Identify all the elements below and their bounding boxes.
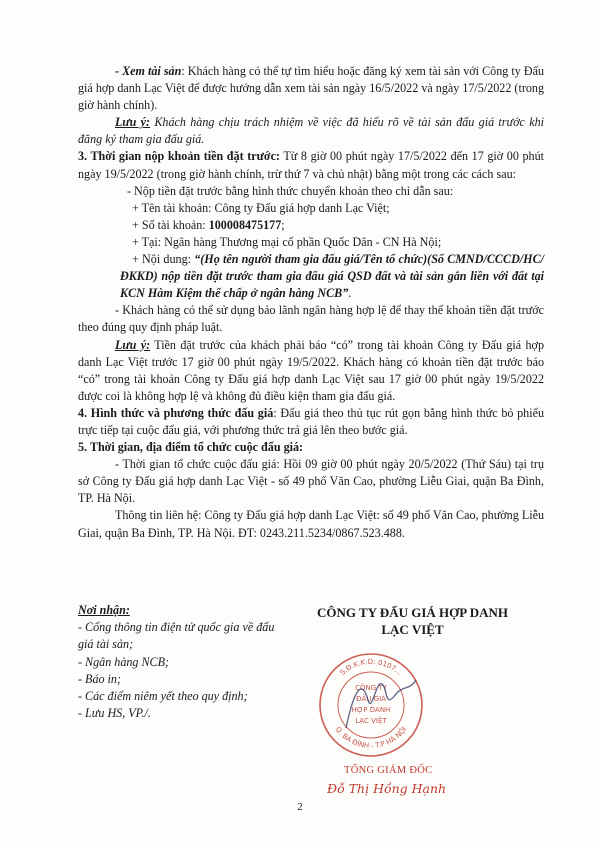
view-asset-label: - Xem tài sản xyxy=(115,64,182,78)
company-name-line-2: LẠC VIỆT xyxy=(381,622,444,637)
signer-name: Đỗ Thị Hồng Hạnh xyxy=(327,781,447,796)
transfer-content-end: . xyxy=(348,286,352,301)
view-asset-text: : Khách hàng có thể tự tìm hiểu hoặc đăng ký xem tài sản với Công ty Đấu giá hợp danh Lạc Việt để được hướng dẫn xem tài sản ngày 16/5/2022 và ngày 17/5/2022 (trong giờ hành chính). xyxy=(78,64,544,113)
seal-center-line: CÔNG TY xyxy=(355,684,387,692)
recipients-block xyxy=(78,602,278,722)
note-1-label: Lưu ý: xyxy=(115,115,151,130)
note-1-paragraph xyxy=(78,114,544,148)
company-signature-heading xyxy=(300,604,525,638)
recipients-heading: Nơi nhận: xyxy=(78,603,130,617)
note-1-text: Khách hàng chịu trách nhiệm về việc đã hiểu rõ về tài sản đấu giá trước khi đăng ký tham gia đấu giá. xyxy=(78,115,544,147)
account-name-line: + Tên tài khoản: Công ty Đấu giá hợp danh Lạc Việt; xyxy=(132,200,390,215)
note-2-paragraph xyxy=(78,337,544,405)
section-3-text: Từ 8 giờ 00 phút ngày 17/5/2022 đến 17 giờ 00 phút ngày 19/5/2022 (trong giờ hành chính, trừ thứ 7 và chủ nhật) bằng một trong các cách sau: xyxy=(78,149,544,181)
document-body xyxy=(78,63,544,542)
transfer-content-text: “(Họ tên người tham gia đấu giá/Tên tổ chức)(Số CMND/CCCD/HC/ĐKKD) nộp tiền đặt trước tham gia đấu giá QSD đất và tài sản gắn liền với đất tại KCN Hàm Kiệm thế chấp ở ngân hàng NCB” xyxy=(120,252,544,301)
section-4-text: : Đấu giá theo thủ tục rút gọn bằng hình thức bỏ phiếu trực tiếp tại cuộc đấu giá, với phương thức trả giá lên theo bước giá. xyxy=(78,405,544,437)
account-number-end: ; xyxy=(281,217,285,232)
company-seal-stamp xyxy=(316,650,426,760)
transfer-content-line xyxy=(78,251,544,302)
recipient-item: - Báo in; xyxy=(78,671,121,686)
seal-center-line: LẠC VIỆT xyxy=(355,717,387,725)
transfer-content-label: + Nội dung: xyxy=(132,252,195,267)
section-3-paragraph xyxy=(78,148,544,182)
note-2-text: Tiền đặt trước của khách phải báo “có” trong tài khoản Công ty Đấu giá hợp danh Lạc Việt trước 17 giờ 00 phút ngày 19/5/2022. Khách hàng có khoản tiền đặt trước báo “có” trong tài khoản Công ty Đấu giá hợp danh Lạc Việt sau 17 giờ 00 phút ngày 19/5/2022 được coi là không hợp lệ và không đủ điều kiện tham gia đấu giá. xyxy=(78,337,544,403)
section-5-text: - Thời gian tổ chức cuộc đấu giá: Hồi 09 giờ 00 phút ngày 20/5/2022 (Thứ Sáu) tại trụ sở Công ty Đấu giá hợp danh Lạc Việt - số 49 phố Văn Cao, phường Liễu Giai, quận Ba Đình, TP. Hà Nội. xyxy=(78,457,544,506)
seal-ring-top-text: S.Đ.K.K.D: 0107... xyxy=(338,657,404,677)
transfer-bullet: - Nộp tiền đặt trước bằng hình thức chuyển khoản theo chỉ dẫn sau: xyxy=(127,183,454,198)
view-asset-paragraph xyxy=(78,63,544,114)
account-number-line xyxy=(78,217,544,234)
recipient-item: - Ngân hàng NCB; xyxy=(78,654,170,669)
recipient-item: - Lưu HS, VP./. xyxy=(78,706,151,721)
account-number: 100008475177 xyxy=(208,217,282,232)
account-number-label: + Số tài khoản: xyxy=(132,217,209,232)
section-3-title: 3. Thời gian nộp khoản tiền đặt trước: xyxy=(78,149,280,164)
guarantee-bullet: - Khách hàng có thể sử dụng bảo lãnh ngân hàng hợp lệ để thay thế khoản tiền đặt trước theo đúng quy định pháp luật. xyxy=(78,303,544,335)
seal-ring-bottom-text: Q. BA ĐÌNH - T.P HÀ NỘI xyxy=(333,725,409,751)
seal-center-line: ĐẤU GIÁ xyxy=(356,695,386,703)
section-4-title: 4. Hình thức và phương thức đấu giá xyxy=(78,405,274,420)
page-number: 2 xyxy=(297,801,303,813)
bank-line: + Tại: Ngân hàng Thương mại cổ phần Quốc Dân - CN Hà Nội; xyxy=(132,234,442,249)
contact-info: Thông tin liên hệ: Công ty Đấu giá hợp danh Lạc Việt: số 49 phố Văn Cao, phường Liễu Giai, quận Ba Đình, TP. Hà Nội. ĐT: 0243.211.5234/0867.523.488. xyxy=(78,508,544,540)
seal-center-line: HỢP DANH xyxy=(351,706,391,714)
recipient-item: - Các điểm niêm yết theo quy định; xyxy=(78,689,248,704)
signer-role: TỔNG GIÁM ĐỐC xyxy=(344,765,433,776)
note-2-label: Lưu ý: xyxy=(115,337,151,352)
section-4-paragraph xyxy=(78,405,544,439)
company-name-line-1: CÔNG TY ĐẤU GIÁ HỢP DANH xyxy=(316,605,509,620)
recipient-item: - Cổng thông tin điện tử quốc gia về đấu giá tài sản; xyxy=(78,620,275,652)
section-5-title: 5. Thời gian, địa điểm tổ chức cuộc đấu giá: xyxy=(78,440,304,455)
